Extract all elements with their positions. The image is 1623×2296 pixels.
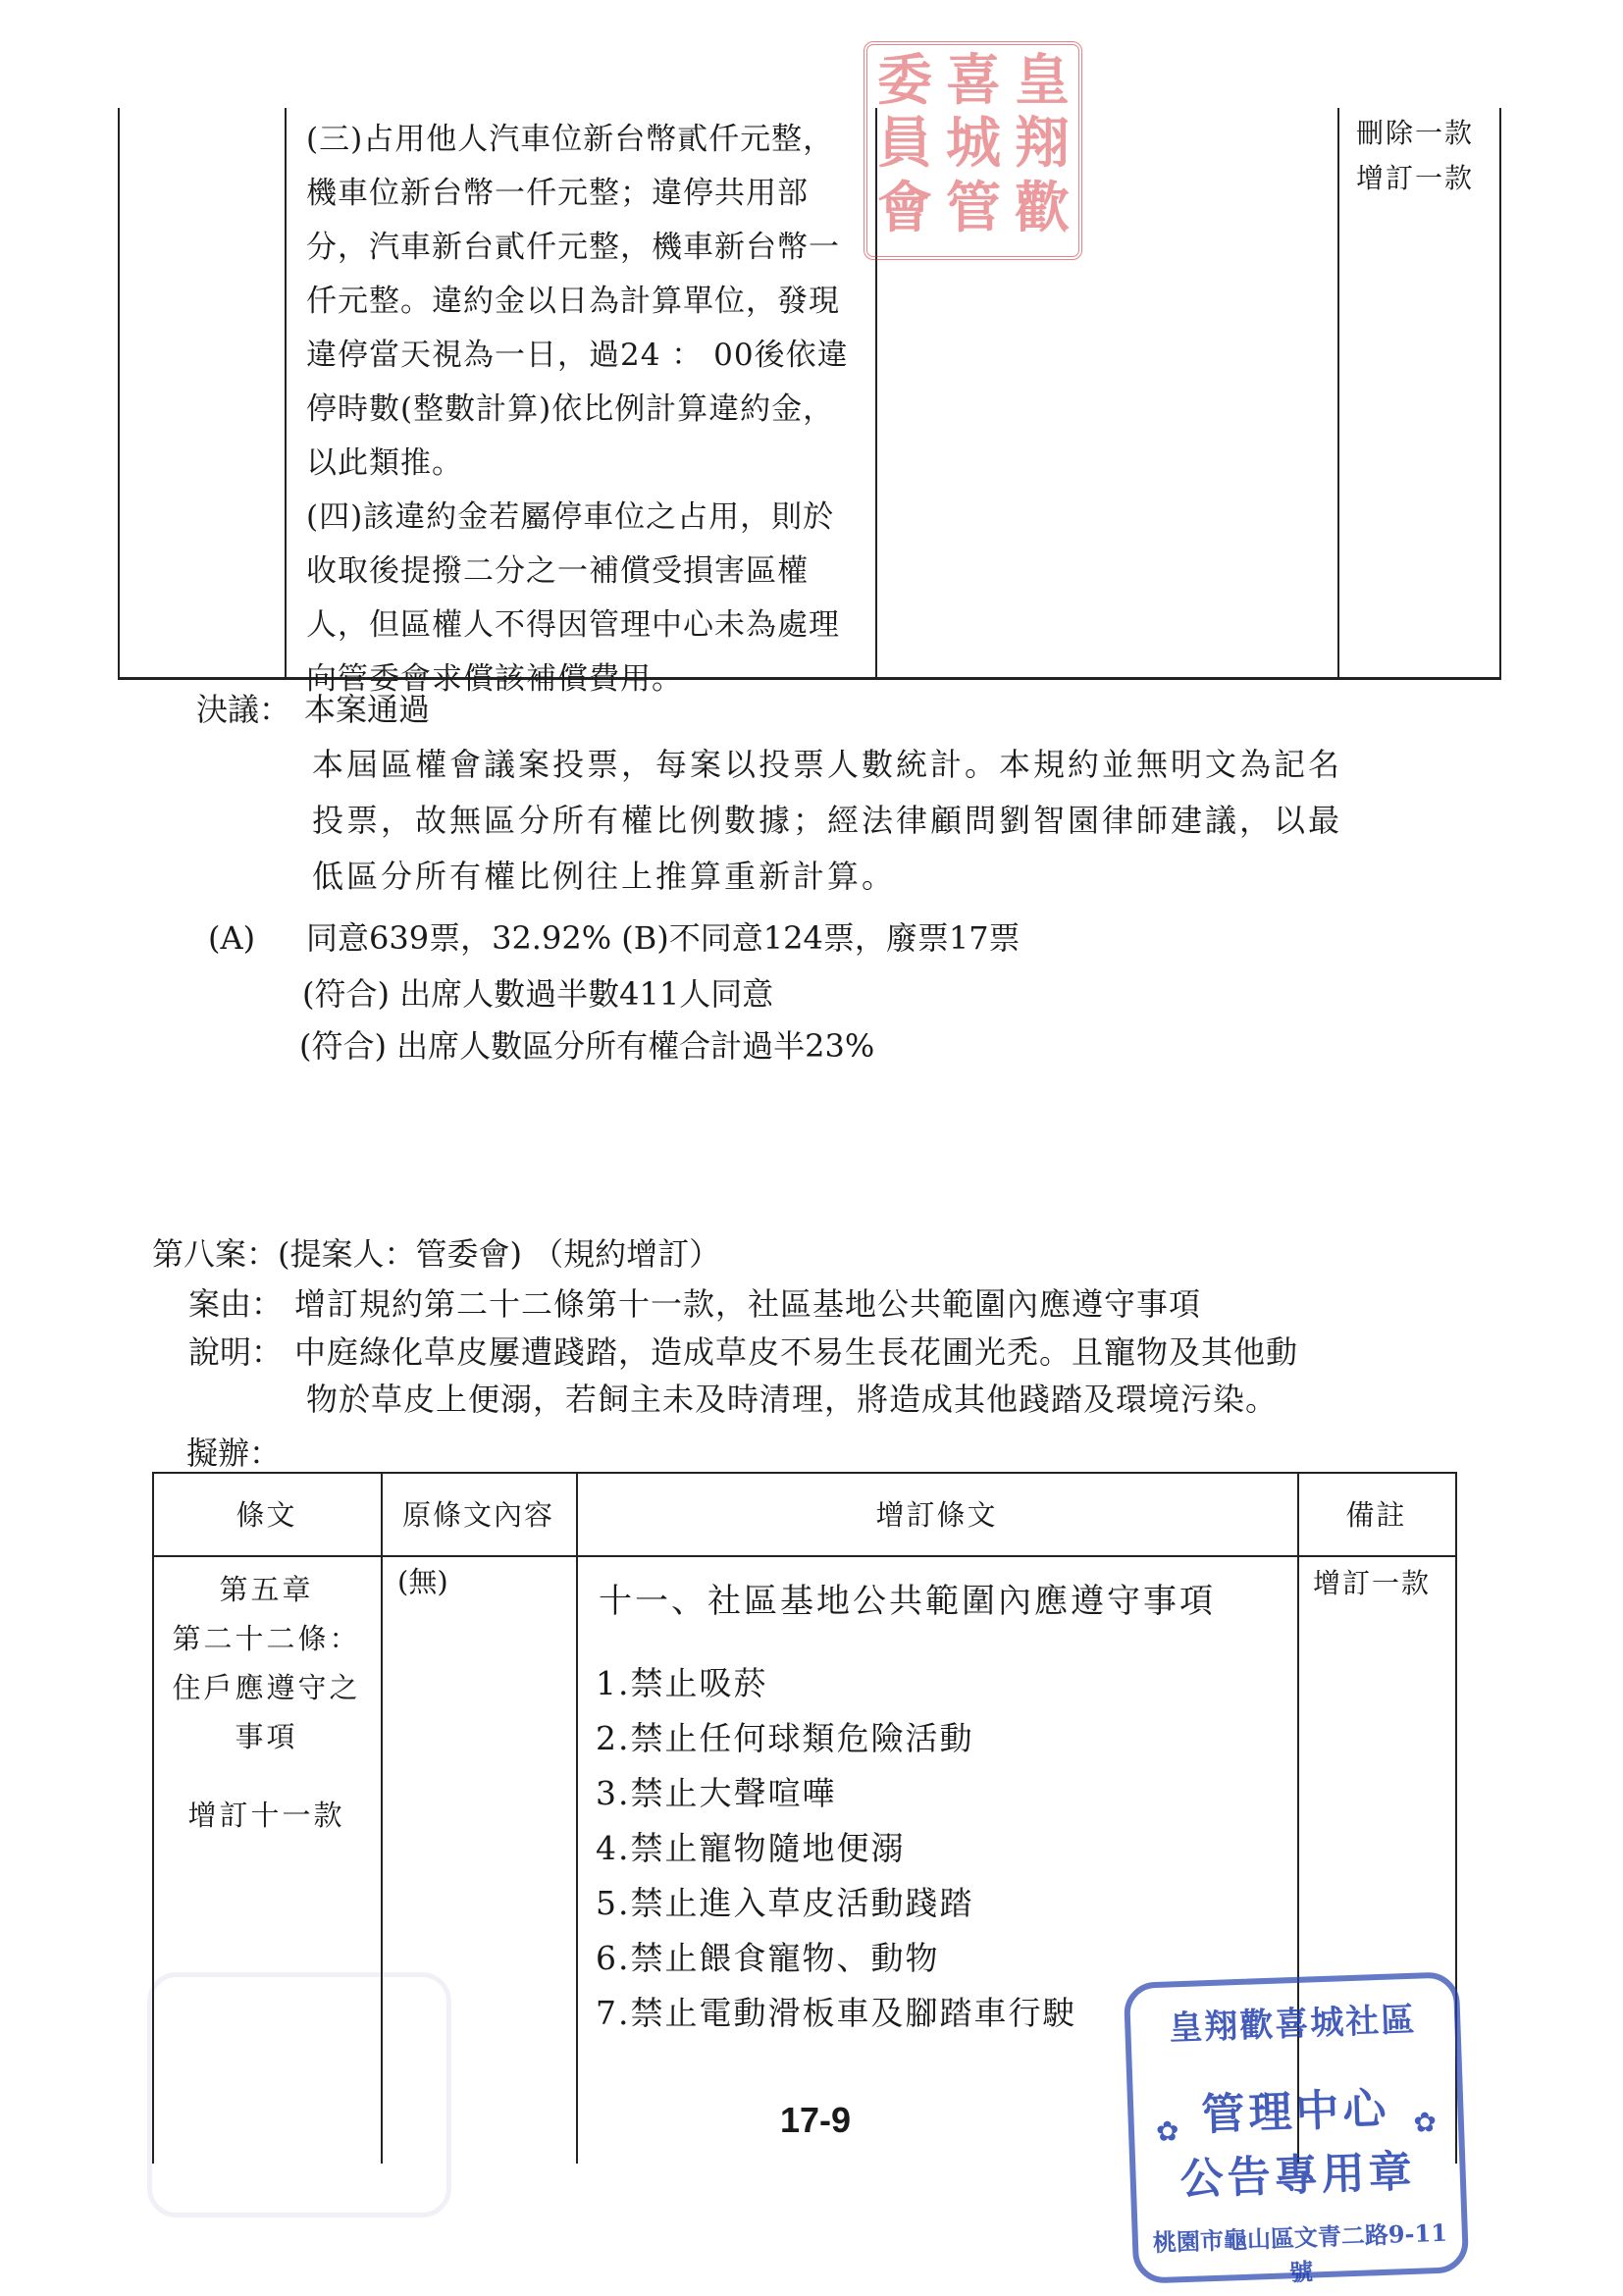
amended-line: 收取後提撥二分之一補償受損害區權 [306, 553, 809, 589]
rule-item: 4.禁止寵物隨地便溺 [596, 1829, 906, 1867]
amended-line: 人，但區權人不得因管理中心未為處理 [306, 607, 840, 643]
resolution-result: 本案通過 [304, 691, 431, 728]
top-table [118, 108, 1501, 697]
amended-line: (三)占用他人汽車位新台幣貳仟元整， [306, 122, 835, 157]
vote-result: 同意639票，32.92% (B)不同意124票，廢票17票 [306, 919, 1021, 957]
remark-text: 刪除一款 [1356, 117, 1475, 149]
management-center-stamp: 皇翔歡喜城社區 ✿ ✿ 管理中心 公告專用章 桃園市龜山區文青二路9-11號 [1124, 1971, 1470, 2284]
emblem-icon: ✿ [1412, 2106, 1438, 2139]
rule-item: 6.禁止餵食寵物、動物 [596, 1939, 940, 1977]
emblem-icon: ✿ [1155, 2114, 1180, 2148]
table-border-right [1499, 108, 1501, 680]
case8-desc-line: 中庭綠化草皮屢遭踐踏，造成草皮不易生長花圃光禿。且寵物及其他動 [294, 1333, 1299, 1371]
case8-proposal-label: 擬辦： [186, 1435, 282, 1472]
header-original: 原條文內容 [401, 1498, 554, 1532]
committee-seal-stamp: 皇 翔 歡 喜 城 管 委 員 會 [864, 41, 1082, 260]
original-content: (無) [397, 1565, 448, 1598]
article-line: 事項 [235, 1720, 298, 1753]
rule-item: 2.禁止任何球類危險活動 [596, 1719, 974, 1757]
header-divider [152, 1555, 1457, 1557]
faint-stamp-shadow [147, 1972, 451, 2218]
amended-line: 向管委會求償該補償費用。 [306, 661, 683, 697]
rule-item: 5.禁止進入草皮活動踐踏 [596, 1884, 974, 1922]
case8-desc-line: 物於草皮上便溺，若飼主未及時清理，將造成其他踐踏及環境污染。 [306, 1381, 1279, 1418]
resolution-explanation-line: 低區分所有權比例往上推算重新計算。 [312, 858, 897, 895]
case8-desc-label: 說明： [188, 1333, 284, 1371]
amended-line: (四)該違約金若屬停車位之占用，則於 [306, 499, 835, 535]
article-note: 增訂十一款 [187, 1799, 345, 1832]
table-border-left [118, 108, 120, 680]
compliance-line: (符合) 出席人數區分所有權合計過半23% [299, 1027, 875, 1065]
header-remark: 備註 [1345, 1498, 1407, 1532]
article-line: 住戶應遵守之 [172, 1671, 361, 1704]
new-article-items [596, 1658, 1077, 2043]
amended-line: 分，汽車新台貳仟元整，機車新台幣一 [306, 230, 840, 265]
column-divider [576, 1472, 578, 2164]
table-divider [285, 108, 287, 680]
article-line: 第二十二條： [172, 1622, 361, 1655]
compliance-line: (符合) 出席人數過半數411人同意 [302, 975, 774, 1013]
header-article: 條文 [236, 1498, 297, 1532]
case8-reason: 增訂規約第二十二條第十一款，社區基地公共範圍內應遵守事項 [294, 1285, 1202, 1323]
rule-item: 3.禁止大聲喧嘩 [596, 1774, 837, 1812]
new-article-title: 十一、社區基地公共範圍內應遵守事項 [599, 1582, 1216, 1621]
rule-item: 7.禁止電動滑板車及腳踏車行駛 [596, 1994, 1077, 2032]
new-article-remark: 增訂一款 [1313, 1567, 1432, 1599]
case8-reason-label: 案由： [188, 1285, 284, 1323]
remarks-cell [1356, 112, 1474, 202]
amended-line: 違停當天視為一日，過24 ： 00後依違 [306, 338, 849, 373]
amended-line: 以此類推。 [306, 445, 463, 481]
remark-text: 增訂一款 [1356, 162, 1475, 194]
amended-line: 停時數(整數計算)依比例計算違約金， [306, 391, 835, 427]
resolution-explanation-line: 投票，故無區分所有權比例數據；經法律顧問劉智園律師建議，以最 [312, 802, 1343, 839]
header-new: 增訂條文 [875, 1498, 998, 1532]
article-line: 第五章 [219, 1573, 314, 1606]
article-cell [152, 1568, 381, 1843]
table-divider [1337, 108, 1339, 680]
page-number: 17-9 [780, 2100, 852, 2140]
vote-a-label: (A) [208, 919, 256, 957]
case8-title: 第八案：(提案人：管委會) （規約增訂） [152, 1235, 721, 1273]
amended-line: 機車位新台幣一仟元整；違停共用部 [306, 176, 809, 211]
resolution-explanation-line: 本屆區權會議案投票，每案以投票人數統計。本規約並無明文為記名 [312, 746, 1343, 783]
rule-item: 1.禁止吸菸 [596, 1664, 768, 1702]
amended-line: 仟元整。違約金以日為計算單位，發現 [306, 284, 840, 319]
resolution-label: 決議： [196, 691, 291, 728]
